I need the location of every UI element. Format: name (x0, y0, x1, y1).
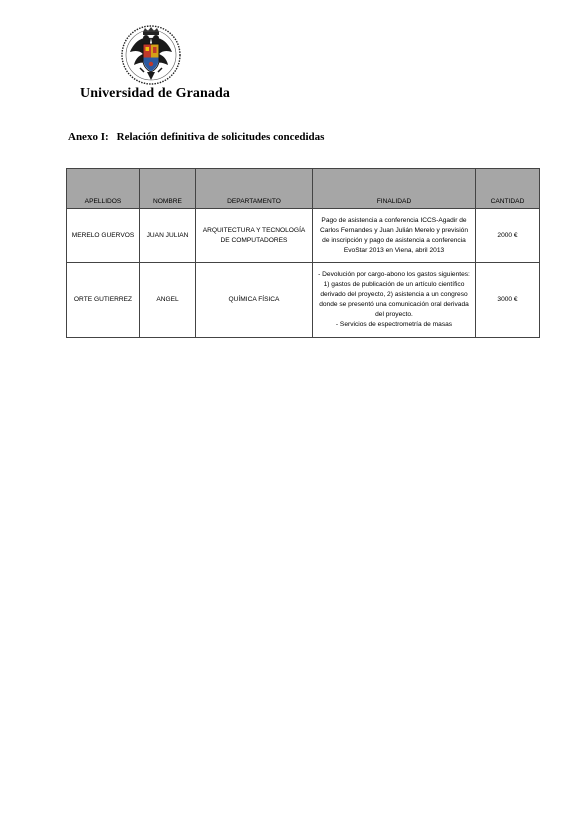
table-row (67, 263, 540, 338)
cell-nombre: JUAN JULIAN (140, 209, 196, 263)
university-name: Universidad de Granada (80, 86, 230, 101)
university-logo (118, 24, 184, 86)
finalidad-text: - Devolución por cargo-abono los gastos siguientes: 1) gastos de publicación de un artículo científico derivado del proyecto, 2) asistencia a un congreso donde se presentó una comunicación oral derivada del proyecto. (318, 271, 470, 318)
cell-finalidad (313, 263, 476, 338)
annex-heading (68, 131, 324, 143)
column-header-apellidos: APELLIDOS (67, 169, 140, 209)
finalidad-text: Pago de asistencia a conferencia ICCS-Agadir de Carlos Fernandes y Juan Julián Merelo y previsión de inscripción y pago de asistencia a conferencia EvoStar 2013 en Viena, abril 2013 (319, 216, 469, 254)
cell-departamento: ARQUITECTURA Y TECNOLOGÍA DE COMPUTADORES (196, 209, 313, 263)
cell-finalidad (313, 209, 476, 263)
cell-apellidos: ORTE GUTIERREZ (67, 263, 140, 338)
grants-table (66, 168, 540, 338)
column-header-finalidad: FINALIDAD (313, 169, 476, 209)
column-header-cantidad: CANTIDAD (476, 169, 540, 209)
annex-label: Anexo I: (68, 131, 109, 143)
cell-apellidos: MERELO GUERVOS (67, 209, 140, 263)
finalidad-text: - Servicios de espectrometría de masas (335, 321, 453, 328)
coat-of-arms-icon (118, 24, 184, 86)
cell-cantidad: 3000 € (476, 263, 540, 338)
cell-departamento: QUÍMICA FÍSICA (196, 263, 313, 338)
cell-nombre: ANGEL (140, 263, 196, 338)
annex-title: Relación definitiva de solicitudes concedidas (116, 131, 325, 143)
column-header-nombre: NOMBRE (140, 169, 196, 209)
table-row (67, 209, 540, 263)
cell-cantidad: 2000 € (476, 209, 540, 263)
column-header-departamento: DEPARTAMENTO (196, 169, 313, 209)
table-header-row (67, 169, 540, 209)
